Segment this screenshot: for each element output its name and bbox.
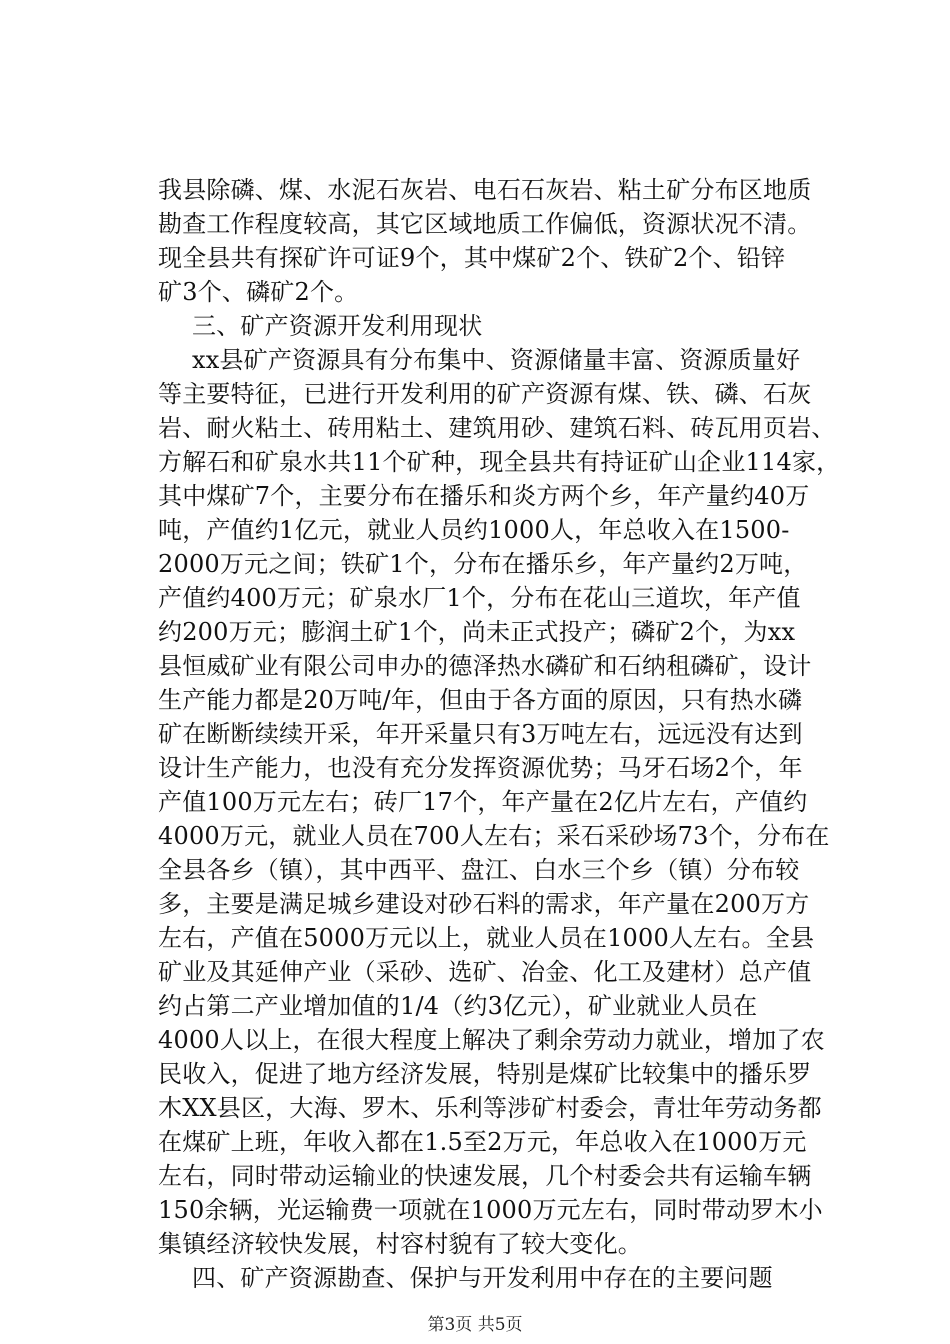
- text-line: 勘查工作程度较高，其它区域地质工作偏低，资源状况不清。: [158, 210, 812, 238]
- text-line: 2000万元之间；铁矿1个，分布在播乐乡，年产量约2万吨，: [158, 550, 808, 578]
- text-line: 在煤矿上班，年收入都在1.5至2万元，年总收入在1000万元: [158, 1128, 807, 1156]
- text-line: 矿3个、磷矿2个。: [158, 278, 359, 306]
- text-line: 矿业及其延伸产业（采砂、选矿、冶金、化工及建材）总产值: [158, 958, 812, 986]
- text-line: 4000人以上，在很大程度上解决了剩余劳动力就业，增加了农: [158, 1026, 825, 1054]
- text-line: 4000万元，就业人员在700人左右；采石采砂场73个，分布在: [158, 822, 830, 850]
- text-line: 左右，同时带动运输业的快速发展，几个村委会共有运输车辆: [158, 1162, 812, 1190]
- text-line: 多，主要是满足城乡建设对砂石料的需求，年产量在200万方: [158, 890, 810, 918]
- text-line: 生产能力都是20万吨/年，但由于各方面的原因，只有热水磷: [158, 686, 803, 714]
- text-line: 150余辆，光运输费一项就在1000万元左右，同时带动罗木小: [158, 1196, 823, 1224]
- text-line: 方解石和矿泉水共11个矿种，现全县共有持证矿山企业114家，: [158, 448, 841, 476]
- section-heading: 四、矿产资源勘查、保护与开发利用中存在的主要问题: [192, 1264, 773, 1292]
- text-line: 吨，产值约1亿元，就业人员约1000人，年总收入在1500-: [158, 516, 790, 544]
- text-line: 木XX县区，大海、罗木、乐利等涉矿村委会，青壮年劳动务都: [158, 1094, 822, 1122]
- text-line: xx县矿产资源具有分布集中、资源储量丰富、资源质量好: [192, 346, 801, 374]
- text-line: 产值100万元左右；砖厂17个，年产量在2亿片左右，产值约: [158, 788, 808, 816]
- text-line: 现全县共有探矿许可证9个，其中煤矿2个、铁矿2个、铅锌: [158, 244, 786, 272]
- text-line: 约200万元；膨润土矿1个，尚未正式投产；磷矿2个，为xx: [158, 618, 796, 646]
- text-line: 全县各乡（镇），其中西平、盘江、白水三个乡（镇）分布较: [158, 856, 800, 884]
- text-line: 左右，产值在5000万元以上，就业人员在1000人左右。全县: [158, 924, 815, 952]
- text-line: 设计生产能力，也没有充分发挥资源优势；马牙石场2个，年: [158, 754, 803, 782]
- text-line: 集镇经济较快发展，村容村貌有了较大变化。: [158, 1230, 642, 1258]
- text-line: 约占第二产业增加值的1/4（约3亿元），矿业就业人员在: [158, 992, 758, 1020]
- text-line: 其中煤矿7个，主要分布在播乐和炎方两个乡，年产量约40万: [158, 482, 810, 510]
- text-line: 我县除磷、煤、水泥石灰岩、电石石灰岩、粘土矿分布区地质: [158, 176, 812, 204]
- text-line: 等主要特征，已进行开发利用的矿产资源有煤、铁、磷、石灰: [158, 380, 812, 408]
- section-heading: 三、矿产资源开发利用现状: [192, 312, 483, 340]
- text-line: 产值约400万元；矿泉水厂1个，分布在花山三道坎，年产值: [158, 584, 801, 612]
- text-line: 县恒威矿业有限公司申办的德泽热水磷矿和石纳租磷矿，设计: [158, 652, 812, 680]
- text-line: 岩、耐火粘土、砖用粘土、建筑用砂、建筑石料、砖瓦用页岩、: [158, 414, 836, 442]
- page-number: 第3页 共5页: [427, 1315, 523, 1335]
- text-line: 矿在断断续续开采，年开采量只有3万吨左右，远远没有达到: [158, 720, 803, 748]
- text-line: 民收入，促进了地方经济发展，特别是煤矿比较集中的播乐罗: [158, 1060, 812, 1088]
